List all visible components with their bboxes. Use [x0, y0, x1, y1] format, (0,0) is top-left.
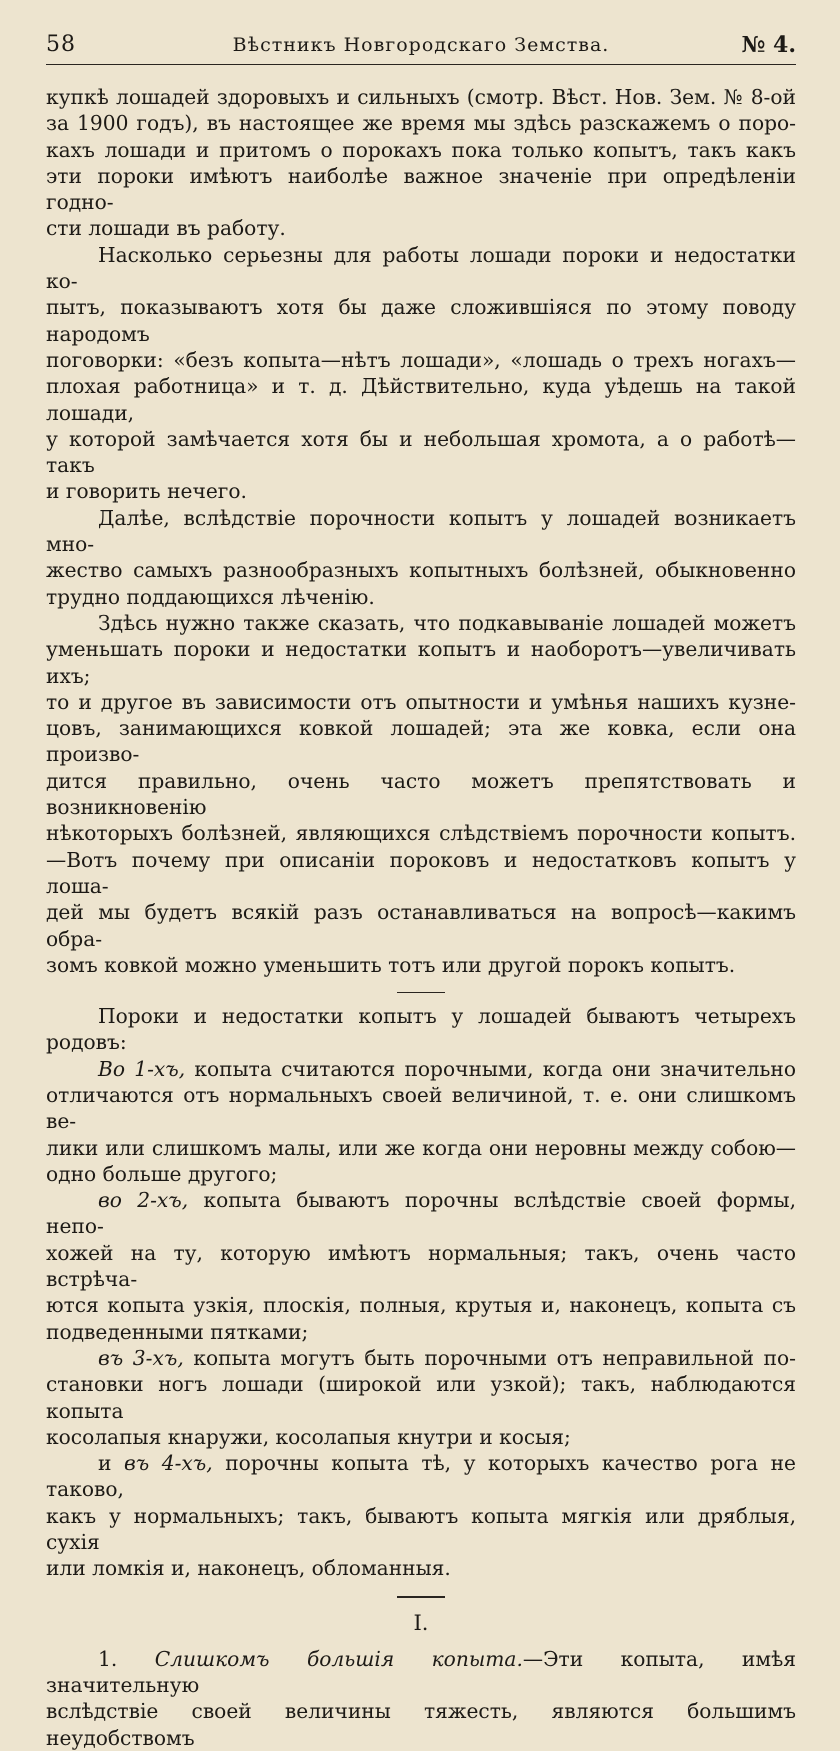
text-line: какъ у нормальныхъ; такъ, бываютъ копыта мягкія или дряблыя, сухія: [46, 1503, 796, 1555]
text-fragment: 1.: [98, 1646, 155, 1671]
typeset-line: [46, 1082, 796, 1135]
text-line: уменьшать пороки и недостатки копытъ и наоборотъ—увеличивать ихъ;: [46, 637, 796, 688]
text-line: за 1900 годъ), въ настоящее же время мы здѣсь разскажемъ о поро-: [46, 111, 796, 136]
typeset-line: [46, 84, 796, 110]
typeset-line: [46, 1240, 796, 1293]
text-line: эти пороки имѣютъ наиболѣе важное значеніе при опредѣленіи годно-: [46, 163, 796, 215]
text-line: Насколько серьезны для работы лошади пороки и недостатки ко-: [46, 242, 796, 294]
typeset-line: [46, 1424, 796, 1450]
article-body: [46, 84, 796, 1751]
typeset-line: [46, 952, 796, 978]
section-divider-rule: [397, 1596, 445, 1598]
text-line: одно больше другого;: [46, 1161, 278, 1186]
text-fragment: и: [98, 1451, 124, 1476]
text-line: и говорить нечего.: [46, 479, 247, 504]
text-line: дей мы будетъ всякій разъ останавливаться на вопросѣ—какимъ обра-: [46, 900, 796, 951]
paragraph-5: [46, 1003, 796, 1056]
text-line: жество самыхъ разнообразныхъ копытныхъ болѣзней, обыкновенно: [46, 558, 796, 583]
italic-heading: Слишкомъ большія копыта.: [154, 1646, 523, 1671]
paragraph-9: [46, 1450, 796, 1581]
paragraph-7: [46, 1187, 796, 1345]
typeset-line: [46, 1003, 796, 1056]
text-line: ются копыта узкія, плоскія, полныя, крутыя и, наконецъ, копыта съ: [46, 1293, 796, 1318]
typeset-line: [46, 505, 796, 558]
typeset-line: [46, 1056, 796, 1082]
text-line: пытъ, показываютъ хотя бы даже сложившіяся по этому поводу народомъ: [46, 295, 796, 346]
typeset-line: [46, 294, 796, 347]
text-line: зомъ ковкой можно уменьшить тотъ или другой порокъ копытъ.: [46, 952, 736, 977]
typeset-line: [46, 110, 796, 136]
text-line: —Вотъ почему при описаніи пороковъ и недостатковъ копытъ у лоша-: [46, 847, 796, 898]
typeset-line: [46, 768, 796, 821]
typeset-line: [46, 137, 796, 163]
journal-title: Вѣстникъ Новгородскаго Земства.: [232, 34, 610, 56]
typeset-line: [46, 610, 796, 636]
text-line: копыта бываютъ порочны вслѣдствіе своей формы, непо-: [46, 1188, 796, 1239]
typeset-line: [46, 478, 796, 504]
text-line: Пороки и недостатки копытъ у лошадей бываютъ четырехъ родовъ:: [46, 1004, 796, 1055]
text-line: то и другое въ зависимости отъ опытности и умѣнья нашихъ кузне-: [46, 689, 796, 714]
typeset-line: [46, 899, 796, 952]
typeset-line: [46, 1698, 796, 1751]
divider-rule: [397, 992, 445, 993]
text-line: нѣкоторыхъ болѣзней, являющихся слѣдствіемъ порочности копытъ.: [46, 821, 796, 846]
text-line: Здѣсь нужно также сказать, что подкавываніе лошадей можетъ: [98, 610, 796, 635]
text-line: сти лошади въ работу.: [46, 216, 286, 241]
text-line: копыта могутъ быть порочными отъ неправильной по-: [183, 1345, 796, 1370]
typeset-line: [46, 847, 796, 900]
text-line: у которой замѣчается хотя бы и небольшая хромота, а о работѣ—такъ: [46, 426, 796, 478]
text-line: кахъ лошади и притомъ о порокахъ пока только копытъ, такъ какъ: [46, 137, 796, 162]
typeset-line: [46, 636, 796, 689]
paragraph-2: [46, 242, 796, 505]
typeset-line: [46, 1450, 796, 1503]
text-line: вслѣдствіе своей величины тяжесть, являются большимъ неудобствомъ: [46, 1699, 796, 1750]
text-line: трудно поддающихся лѣченію.: [46, 584, 375, 609]
text-line: —Эти копыта, имѣя значительную: [46, 1646, 796, 1697]
typeset-line: [46, 1292, 796, 1318]
text-line: лики или слишкомъ малы, или же когда они неровны между собою—: [46, 1135, 796, 1160]
typeset-line: [46, 1345, 796, 1371]
text-line: подведенными пятками;: [46, 1319, 309, 1344]
italic-lead: во 2-хъ,: [98, 1188, 189, 1213]
paragraph-final: [46, 1646, 796, 1751]
typeset-line: [46, 689, 796, 715]
typeset-line: [46, 1135, 796, 1161]
text-line: плохая работница» и т. д. Дѣйствительно, куда уѣдешь на такой лошади,: [46, 374, 796, 425]
text-line: косолапыя кнаружи, косолапыя кнутри и косыя;: [46, 1424, 571, 1449]
section-number: I.: [413, 1610, 429, 1635]
typeset-line: [46, 557, 796, 583]
typeset-line: [46, 1161, 796, 1187]
typeset-line: [46, 584, 796, 610]
text-line: или ломкія и, наконецъ, обломанныя.: [46, 1556, 451, 1581]
text-line: становки ногъ лошади (широкой или узкой); такъ, наблюдаются копыта: [46, 1372, 796, 1423]
paragraph-6: [46, 1056, 796, 1187]
typeset-line: [46, 1555, 796, 1581]
typeset-line: [46, 820, 796, 846]
typeset-line: [46, 242, 796, 295]
text-line: хожей на ту, которую имѣютъ нормальныя; такъ, очень часто встрѣча-: [46, 1240, 796, 1292]
text-line: поговорки: «безъ копыта—нѣтъ лошади», «лошадь о трехъ ногахъ—: [46, 347, 796, 372]
italic-lead: въ 4-хъ,: [124, 1451, 213, 1476]
running-header: [46, 30, 796, 65]
issue-number: № 4.: [741, 32, 796, 58]
italic-lead: Во 1-хъ,: [98, 1056, 186, 1081]
typeset-line: [46, 1187, 796, 1240]
typeset-line: [46, 373, 796, 426]
italic-lead: въ 3-хъ,: [98, 1345, 184, 1370]
typeset-line: [46, 1319, 796, 1345]
text-line: дится правильно, очень часто можетъ препятствовать и возникновенію: [46, 768, 796, 820]
typeset-line: [46, 1371, 796, 1424]
page-number: 58: [46, 32, 76, 57]
text-line: купкѣ лошадей здоровыхъ и сильныхъ (смотр. Вѣст. Нов. Зем. № 8-ой: [46, 85, 796, 109]
paragraph-3: [46, 505, 796, 610]
paragraph-8: [46, 1345, 796, 1450]
typeset-line: [46, 426, 796, 479]
typeset-line: [46, 715, 796, 768]
typeset-line: [46, 1503, 796, 1556]
typeset-line: [46, 215, 796, 241]
text-line: цовъ, занимающихся ковкой лошадей; эта же ковка, если она произво-: [46, 716, 796, 767]
text-line: порочны копыта тѣ, у которыхъ качество рога не таково,: [46, 1451, 797, 1502]
text-line: Далѣе, вслѣдствіе порочности копытъ у лошадей возникаетъ мно-: [46, 505, 796, 557]
text-line: отличаются отъ нормальныхъ своей величиной, т. е. они слишкомъ ве-: [46, 1082, 796, 1134]
paragraph-4: [46, 610, 796, 978]
typeset-line: [46, 347, 796, 373]
typeset-line: [46, 1646, 796, 1699]
text-line: копыта считаются порочными, когда они значительно: [185, 1056, 796, 1081]
paragraph-1: [46, 84, 796, 242]
typeset-line: [46, 163, 796, 216]
